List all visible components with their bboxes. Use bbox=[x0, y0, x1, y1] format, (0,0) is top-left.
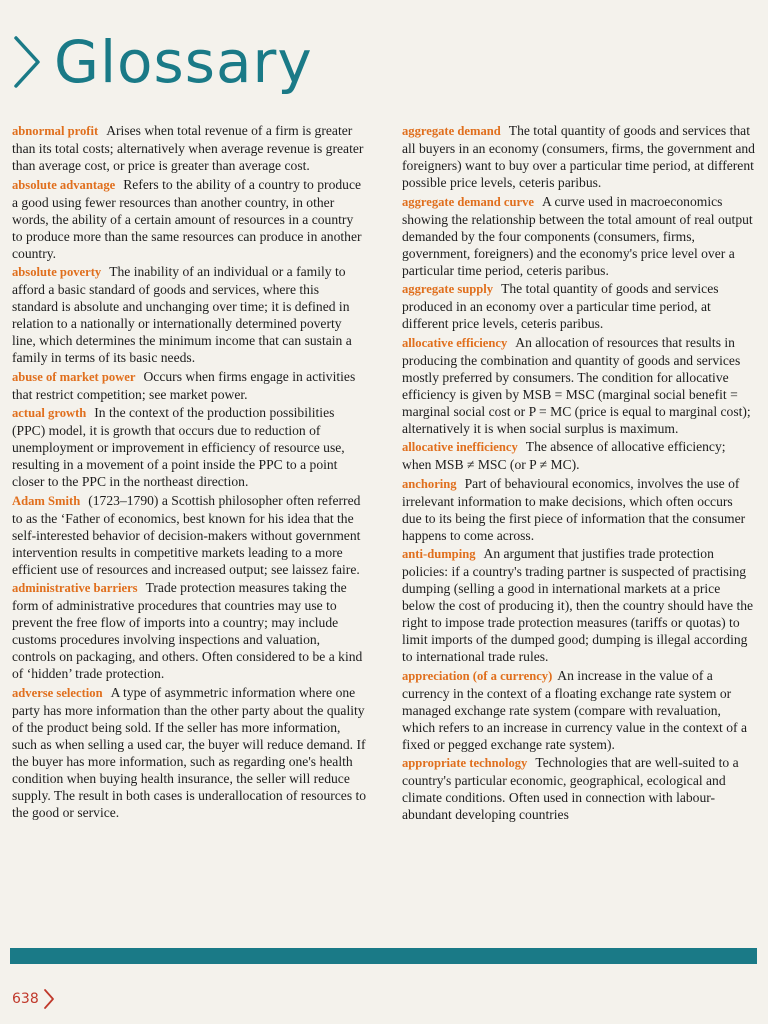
page-title: Glossary bbox=[54, 28, 313, 96]
glossary-definition: Technologies that are well-suited to a country's particular economic, geographical, ecological and climate conditions. Often used in connection with labour-abundant developing countries bbox=[402, 755, 739, 822]
glossary-term: Adam Smith bbox=[12, 493, 81, 508]
glossary-definition: The absence of allocative efficiency; when MSB ≠ MSC (or P ≠ MC). bbox=[402, 439, 726, 472]
glossary-definition: A type of asymmetric information where one party has more information than the other party about the quality of the product being sold. If the seller has more information, such as when selling a used car, the buyer will reduce demand. If the buyer has more information, such as regarding one's health condition when buying health insurance, the seller will reduce supply. The result in both cases is underallocation of resources to the good or service. bbox=[12, 684, 367, 820]
glossary-entry bbox=[402, 438, 755, 473]
glossary-entry bbox=[12, 492, 367, 578]
glossary-term: adverse selection bbox=[12, 685, 103, 700]
glossary-entry bbox=[12, 176, 367, 262]
glossary-entry bbox=[402, 122, 755, 191]
glossary-term: allocative inefficiency bbox=[402, 440, 518, 454]
glossary-definition: A curve used in macroeconomics showing the relationship between the total amount of real output demanded by the four components (consumers, firms, government, foreigners) and the economy's price level over a particular time period, ceteris paribus. bbox=[402, 193, 753, 278]
glossary-term: anchoring bbox=[402, 476, 457, 491]
glossary-definition: Arises when total revenue of a firm is greater than its total costs; alternatively when average revenue is greater than average cost, or price is greater than average cost. bbox=[12, 123, 364, 173]
glossary-entry bbox=[12, 263, 367, 366]
glossary-term: anti-dumping bbox=[402, 547, 476, 561]
glossary-entry bbox=[402, 334, 755, 437]
glossary-definition: (1723–1790) a Scottish philosopher often referred to as the ‘Father of economics, best known for his idea that the self-interested behavior of decision-makers without government intervention results in competitive markets leading to a more efficient use of resources and increased output; see laissez faire. bbox=[12, 492, 361, 577]
glossary-entry bbox=[12, 368, 367, 403]
glossary-term: absolute poverty bbox=[12, 265, 102, 279]
glossary-column-right bbox=[402, 122, 755, 825]
header bbox=[10, 22, 313, 102]
glossary-definition: Trade protection measures taking the form of administrative procedures that countries may use to prevent the free flow of imports into a country; may include customs procedures involving inspections and valuation, controls on packaging, and others. Often considered to be a kind of ‘hidden’ trade protection. bbox=[12, 580, 363, 681]
glossary-entry bbox=[12, 684, 367, 821]
glossary-definition: An argument that justifies trade protection policies: if a country's trading partner is suspected of practising dumping (selling a good in international markets at a price below the cost of producing it), then the country should have the right to impose trade protection measures (tariffs or quotas) to limit imports of the dumped good; dumping is illegal according to international trade rules. bbox=[402, 546, 754, 664]
glossary-entry bbox=[402, 280, 755, 332]
glossary-term: appropriate technology bbox=[402, 756, 528, 770]
glossary-entry bbox=[12, 404, 367, 490]
page-footer bbox=[12, 988, 55, 1010]
glossary-definition: Part of behavioural economics, involves the use of irrelevant information to make decisions, which often occurs due to its being the first piece of information that the consumer happens to come across. bbox=[402, 475, 746, 543]
glossary-definition: The inability of an individual or a family to afford a basic standard of goods and services, where this standard is absolute and unchanging over time; it is defined in relation to a nationally or internationally determined poverty line, which determines the minimum income that can sustain a family in terms of its basic needs. bbox=[12, 264, 352, 365]
chevron-right-icon bbox=[10, 32, 44, 92]
glossary-entry bbox=[402, 754, 755, 823]
glossary-definition: Refers to the ability of a country to produce a good using fewer resources than another country, in other words, the ability of a certain amount of resources in a country to produce more than the same resources can produce in another country. bbox=[12, 176, 362, 261]
glossary-definition: An allocation of resources that results in producing the combination and quantity of goods and services mostly preferred by consumers. The condition for allocative efficiency is given by MSB = MSC (marginal social benefit = marginal social cost or P = MC (price is equal to marginal cost); alternatively it is when social surplus is maximum. bbox=[402, 334, 751, 436]
glossary-term: aggregate supply bbox=[402, 282, 494, 296]
glossary-definition: The total quantity of goods and services that all buyers in an economy (consumers, firms, the government and foreigners) want to buy over a particular time period, at different possible price levels, ceteris paribus. bbox=[402, 123, 755, 190]
glossary-entry bbox=[402, 667, 755, 753]
glossary-definition: An increase in the value of a currency in the context of a floating exchange rate system or managed exchange rate system (compare with revaluation, which refers to an increase in currency value in the context of a fixed or pegged exchange rate system). bbox=[402, 667, 747, 752]
glossary-entry bbox=[402, 545, 755, 665]
glossary-term: administrative barriers bbox=[12, 581, 138, 595]
footer-bar bbox=[10, 948, 757, 964]
glossary-term: absolute advantage bbox=[12, 177, 116, 192]
chevron-right-icon bbox=[43, 988, 55, 1010]
glossary-column-left bbox=[12, 122, 367, 822]
glossary-entry bbox=[12, 122, 367, 174]
glossary-entry bbox=[402, 475, 755, 544]
glossary-term: abnormal profit bbox=[12, 124, 99, 138]
glossary-definition: The total quantity of goods and services produced in an economy over a particular time period, at different price levels, ceteris paribus. bbox=[402, 281, 719, 331]
glossary-entry bbox=[402, 193, 755, 279]
glossary-definition: Occurs when firms engage in activities that restrict competition; see market power. bbox=[12, 368, 356, 402]
glossary-term: actual growth bbox=[12, 406, 87, 420]
glossary-term: aggregate demand curve bbox=[402, 194, 534, 209]
glossary-term: allocative efficiency bbox=[402, 335, 508, 350]
glossary-term: appreciation (of a currency) bbox=[402, 668, 553, 683]
glossary-term: aggregate demand bbox=[402, 124, 501, 138]
page-number: 638 bbox=[12, 991, 39, 1007]
glossary-term: abuse of market power bbox=[12, 369, 136, 384]
glossary-definition: In the context of the production possibilities (PPC) model, it is growth that occurs due to reduction of unemployment or improvement in efficiency of resource use, resulting in a movement of a point inside the PPC to a point closer to the PPC in the northeast direction. bbox=[12, 405, 345, 489]
glossary-entry bbox=[12, 579, 367, 682]
